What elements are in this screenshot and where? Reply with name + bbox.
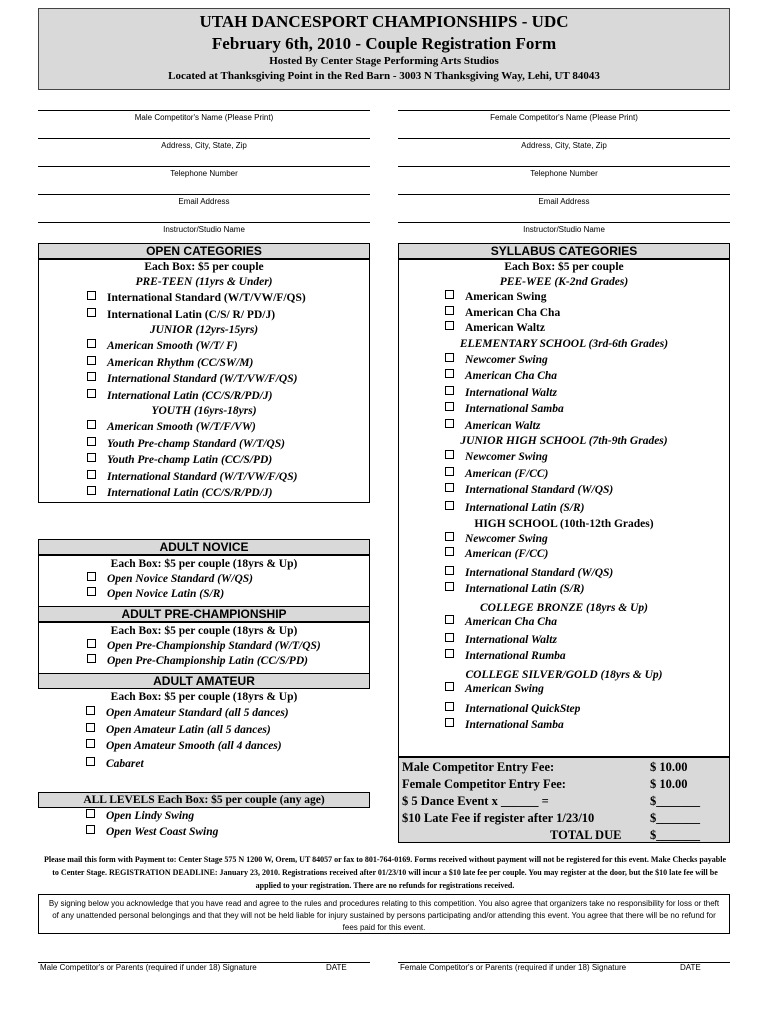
form-header	[38, 8, 730, 90]
adult-prechamp-header	[38, 606, 370, 622]
category-checkbox-item[interactable]: American Cha Cha	[445, 306, 729, 322]
checkbox[interactable]	[445, 353, 454, 362]
category-checkbox-item[interactable]: International Waltz	[445, 385, 729, 402]
junior-high-heading: JUNIOR HIGH SCHOOL (7th-9th Grades)	[460, 435, 668, 447]
checkbox[interactable]	[87, 389, 96, 398]
adult-prechamp-section	[38, 622, 370, 674]
open-categories-section	[38, 259, 370, 503]
category-checkbox-item[interactable]: International QuickStep	[445, 700, 729, 718]
checkbox[interactable]	[445, 402, 454, 411]
checkbox[interactable]	[445, 501, 454, 510]
fee-row[interactable]: $ 5 Dance Event x ______ = $_______	[402, 794, 700, 808]
fee-row: Female Competitor Entry Fee: $ 10.00	[402, 777, 688, 791]
category-checkbox-item[interactable]: American Waltz	[445, 321, 729, 337]
novice-price: Each Box: $5 per couple (18yrs & Up)	[110, 558, 298, 570]
all-levels-header	[38, 792, 370, 808]
category-checkbox-item[interactable]: American Cha Cha	[445, 615, 729, 629]
event-location: Located at Thanksgiving Point in the Red Barn - 3003 N Thanksgiving Way, Lehi, UT 84043	[168, 70, 600, 82]
category-checkbox-item[interactable]: Newcomer Swing	[445, 352, 729, 369]
checkbox[interactable]	[445, 582, 454, 591]
junior-heading: JUNIOR (12yrs-15yrs)	[149, 324, 259, 336]
amateur-price: Each Box: $5 per couple (18yrs & Up)	[110, 691, 298, 703]
category-checkbox-item[interactable]: Open Amateur Standard (all 5 dances)	[86, 705, 370, 722]
category-checkbox-item[interactable]: International Standard (W/T/VW/F/QS)	[87, 371, 369, 388]
category-checkbox-item[interactable]: Open Pre-Championship Latin (CC/S/PD)	[87, 654, 369, 669]
youth-heading: YOUTH (16yrs-18yrs)	[151, 405, 257, 417]
category-checkbox-item[interactable]: American Swing	[445, 290, 729, 306]
female-phone-label: Telephone Number	[530, 169, 598, 178]
prechamp-price: Each Box: $5 per couple (18yrs & Up)	[110, 625, 298, 637]
elementary-heading: ELEMENTARY SCHOOL (3rd-6th Grades)	[459, 337, 669, 350]
male-address-line[interactable]	[38, 138, 370, 139]
checkbox[interactable]	[445, 633, 454, 642]
preteen-heading: PRE-TEEN (11yrs & Under)	[135, 276, 273, 288]
checkbox[interactable]	[445, 649, 454, 658]
checkbox[interactable]	[86, 757, 95, 766]
checkbox[interactable]	[87, 470, 96, 479]
event-title: UTAH DANCESPORT CHAMPIONSHIPS - UDC	[199, 12, 569, 31]
syllabus-categories-header	[398, 243, 730, 259]
category-checkbox-item[interactable]: Open Lindy Swing	[86, 808, 370, 824]
category-checkbox-item[interactable]: International Latin (S/R)	[445, 499, 729, 517]
checkbox[interactable]	[87, 308, 96, 317]
checkbox[interactable]	[86, 809, 95, 818]
male-date-label: DATE	[326, 963, 347, 972]
adult-novice-header	[38, 539, 370, 555]
checkbox[interactable]	[87, 572, 96, 581]
female-name-line[interactable]	[398, 110, 730, 111]
category-checkbox-item[interactable]: Open Novice Latin (S/R)	[87, 587, 369, 602]
checkbox[interactable]	[445, 615, 454, 624]
college-bronze-heading: COLLEGE BRONZE (18yrs & Up)	[479, 601, 649, 614]
female-email-line[interactable]	[398, 194, 730, 195]
checkbox[interactable]	[445, 419, 454, 428]
category-checkbox-item[interactable]: International Samba	[445, 718, 729, 731]
category-checkbox-item[interactable]: American Smooth (W/T/F/VW)	[87, 419, 369, 436]
category-checkbox-item[interactable]: Open Pre-Championship Standard (W/T/QS)	[87, 639, 369, 654]
category-checkbox-item[interactable]: American Rhythm (CC/SW/M)	[87, 355, 369, 372]
checkbox[interactable]	[87, 372, 96, 381]
adult-amateur-header	[38, 673, 370, 689]
checkbox[interactable]	[87, 486, 96, 495]
male-instructor-line[interactable]	[38, 222, 370, 223]
category-checkbox-item[interactable]: International Rumba	[445, 649, 729, 664]
category-checkbox-item[interactable]: International Latin (C/S/ R/ PD/J)	[87, 307, 369, 324]
category-checkbox-item[interactable]: American Smooth (W/T/ F)	[87, 338, 369, 355]
adult-novice-section	[38, 555, 370, 607]
category-checkbox-item[interactable]: Newcomer Swing	[445, 449, 729, 466]
mail-note: Please mail this form with Payment to: Center Stage 575 N 1200 W, Orem, UT 84057 or fax to 801-764-0169. Forms received without payment will not be registered for this event. Make Checks payable to Center Stage. REGISTRATION DEADLINE: January 23, 2010. Registrations received after 01/23/10 will incur a $10 late fee per couple. You may register at the door, but the $10 late fee will be applied to your registration. There are no refunds for registrations received.	[43, 855, 727, 890]
female-date-label: DATE	[680, 963, 701, 972]
hosted-by: Hosted By Center Stage Performing Arts Studios	[269, 55, 499, 67]
checkbox[interactable]	[87, 654, 96, 663]
checkbox[interactable]	[86, 825, 95, 834]
female-instructor-line[interactable]	[398, 222, 730, 223]
checkbox[interactable]	[445, 467, 454, 476]
checkbox[interactable]	[87, 356, 96, 365]
adult-novice-title: ADULT NOVICE	[159, 540, 249, 554]
checkbox[interactable]	[445, 321, 454, 330]
category-checkbox-item[interactable]: Open Novice Standard (W/QS)	[87, 572, 369, 587]
male-address-label: Address, City, State, Zip	[161, 141, 247, 150]
female-email-label: Email Address	[538, 197, 590, 206]
checkbox[interactable]	[86, 739, 95, 748]
category-checkbox-item[interactable]: Open Amateur Latin (all 5 dances)	[86, 722, 370, 738]
male-phone-label: Telephone Number	[170, 169, 238, 178]
checkbox[interactable]	[86, 723, 95, 732]
adult-prechamp-title: ADULT PRE-CHAMPIONSHIP	[121, 607, 287, 621]
open-categories-header	[38, 243, 370, 259]
peewee-heading: PEE-WEE (K-2nd Grades)	[499, 276, 629, 288]
total-row[interactable]: TOTAL DUE $_______	[550, 828, 700, 842]
high-school-heading: HIGH SCHOOL (10th-12th Grades)	[474, 517, 654, 530]
adult-amateur-title: ADULT AMATEUR	[153, 674, 255, 688]
syllabus-categories-section	[398, 259, 730, 757]
checkbox[interactable]	[445, 702, 454, 711]
category-checkbox-item[interactable]: International Latin (CC/S/R/PD/J)	[87, 388, 369, 405]
checkbox[interactable]	[445, 483, 454, 492]
checkbox[interactable]	[445, 450, 454, 459]
adult-amateur-section	[38, 689, 370, 775]
category-checkbox-item[interactable]: American Cha Cha	[445, 368, 729, 385]
agreement-box	[38, 894, 730, 934]
all-levels-section	[86, 808, 370, 840]
checkbox[interactable]	[445, 718, 454, 727]
fees-box	[398, 757, 730, 843]
female-phone-line[interactable]	[398, 166, 730, 167]
category-checkbox-item[interactable]: International Standard (W/QS)	[445, 482, 729, 499]
checkbox[interactable]	[87, 420, 96, 429]
category-checkbox-item[interactable]: Newcomer Swing	[445, 532, 729, 547]
open-price: Each Box: $5 per couple	[144, 261, 264, 273]
checkbox[interactable]	[87, 437, 96, 446]
category-checkbox-item[interactable]: International Standard (W/QS)	[445, 564, 729, 582]
syllabus-categories-title: SYLLABUS CATEGORIES	[490, 244, 638, 258]
female-address-line[interactable]	[398, 138, 730, 139]
checkbox[interactable]	[445, 532, 454, 541]
male-phone-line[interactable]	[38, 166, 370, 167]
male-email-label: Email Address	[178, 197, 230, 206]
male-email-line[interactable]	[38, 194, 370, 195]
syllabus-price: Each Box: $5 per couple	[504, 261, 624, 273]
open-categories-title: OPEN CATEGORIES	[146, 244, 262, 258]
category-checkbox-item[interactable]: American (F/CC)	[445, 466, 729, 483]
all-levels-title: ALL LEVELS Each Box: $5 per couple (any age)	[83, 794, 325, 806]
category-checkbox-item[interactable]: American Waltz	[445, 418, 729, 435]
category-checkbox-item[interactable]: International Standard (W/T/VW/F/QS)	[87, 290, 369, 307]
fee-row: Male Competitor Entry Fee: $ 10.00	[402, 760, 688, 774]
checkbox[interactable]	[445, 386, 454, 395]
category-checkbox-item[interactable]: Youth Pre-champ Standard (W/T/QS)	[87, 436, 369, 453]
fee-row[interactable]: $10 Late Fee if register after 1/23/10 $_______	[402, 811, 700, 825]
category-checkbox-item[interactable]: International Samba	[445, 401, 729, 418]
checkbox[interactable]	[87, 291, 96, 300]
checkbox[interactable]	[87, 453, 96, 462]
male-instructor-label: Instructor/Studio Name	[163, 225, 245, 234]
form-subtitle: February 6th, 2010 - Couple Registration Form	[211, 34, 557, 53]
female-name-label: Female Competitor's Name (Please Print)	[490, 113, 638, 122]
male-name-line[interactable]	[38, 110, 370, 111]
checkbox[interactable]	[87, 339, 96, 348]
checkbox[interactable]	[445, 566, 454, 575]
checkbox[interactable]	[445, 290, 454, 299]
category-checkbox-item[interactable]: American Swing	[445, 682, 729, 695]
checkbox[interactable]	[445, 547, 454, 556]
female-address-label: Address, City, State, Zip	[521, 141, 607, 150]
category-checkbox-item[interactable]: International Latin (S/R)	[445, 582, 729, 596]
category-checkbox-item[interactable]: Youth Pre-champ Latin (CC/S/PD)	[87, 452, 369, 469]
checkbox[interactable]	[445, 306, 454, 315]
category-checkbox-item[interactable]: Cabaret	[86, 755, 370, 773]
checkbox[interactable]	[87, 639, 96, 648]
college-silver-heading: COLLEGE SILVER/GOLD (18yrs & Up)	[465, 668, 663, 681]
checkbox[interactable]	[86, 706, 95, 715]
male-signature-label: Male Competitor's or Parents (required if under 18) Signature	[40, 963, 257, 972]
checkbox[interactable]	[445, 369, 454, 378]
checkbox[interactable]	[445, 682, 454, 691]
female-signature-label: Female Competitor's or Parents (required if under 18) Signature	[400, 963, 627, 972]
category-checkbox-item[interactable]: Open West Coast Swing	[86, 824, 370, 840]
category-checkbox-item[interactable]: International Waltz	[445, 631, 729, 649]
female-instructor-label: Instructor/Studio Name	[523, 225, 605, 234]
category-checkbox-item[interactable]: International Latin (CC/S/R/PD/J)	[87, 485, 369, 502]
checkbox[interactable]	[87, 587, 96, 596]
category-checkbox-item[interactable]: Open Amateur Smooth (all 4 dances)	[86, 738, 370, 755]
category-checkbox-item[interactable]: American (F/CC)	[445, 547, 729, 562]
category-checkbox-item[interactable]: International Standard (W/T/VW/F/QS)	[87, 469, 369, 486]
male-name-label: Male Competitor's Name (Please Print)	[134, 113, 274, 122]
agreement-text: By signing below you acknowledge that you have read and agree to the rules and procedures relating to this competition. You also agree that organizers take no responsibility for loss or theft of any unattended personal belongings and that they will not be held liable for injury sustained by persons participating and/or attending this event. You agree that there will be no refund for fees paid for this event.	[48, 899, 720, 932]
